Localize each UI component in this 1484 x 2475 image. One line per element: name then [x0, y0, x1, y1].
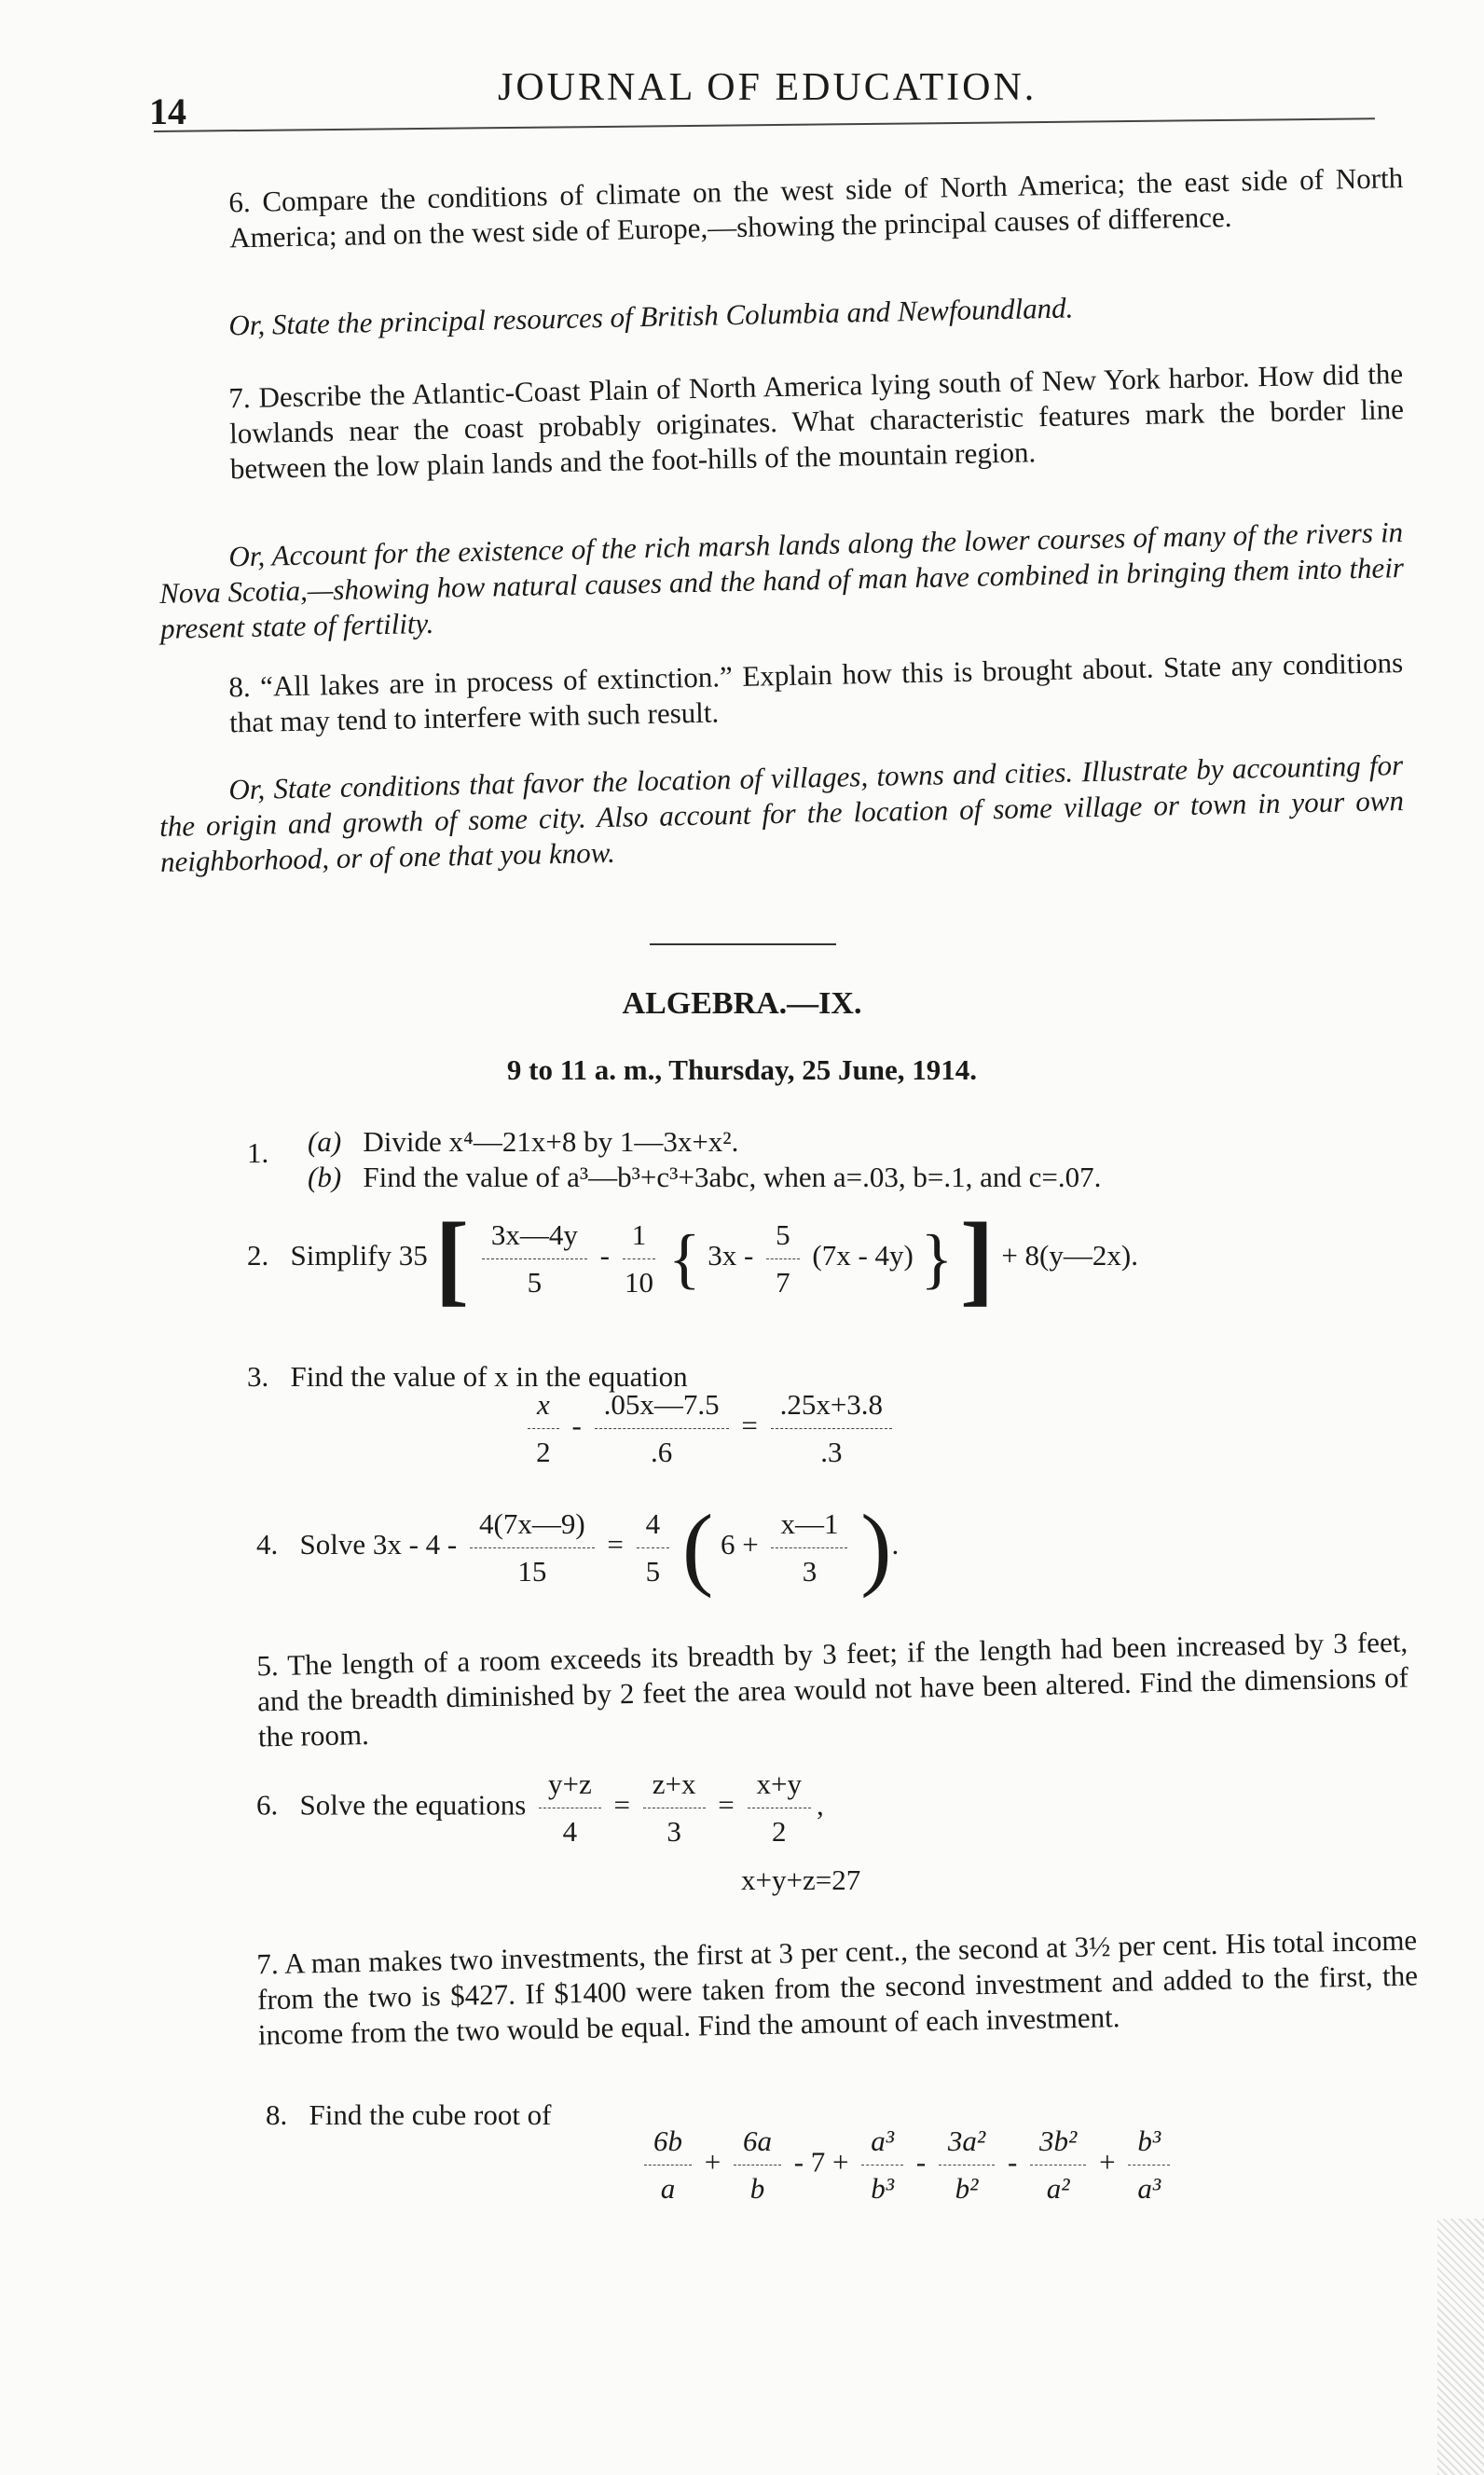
geography-question-7: 7. Describe the Atlantic-Coast Plain of North America lying south of New York harbor. How did the lowlands near the coast probably originates. What characteristic features mark the border line between the low plain lands and the foot-hills of the mountain region. — [228, 357, 1405, 486]
fraction: $\frac{.05x—7.5}{.6}$ — [595, 1387, 729, 1470]
algebra-title: ALGEBRA.—IX. — [622, 986, 862, 1021]
fraction: $\frac{.25x+3.8}{.3}$ — [771, 1387, 892, 1470]
fraction: $\frac{x}{2}$ — [528, 1387, 559, 1470]
algebra-q1-number: 1. — [247, 1136, 269, 1169]
section-divider — [650, 943, 836, 945]
algebra-q8-expression: $\frac{6b}{a}$ + $\frac{6a}{b}$ - 7 + $\frac{\text{a³}}{\text{b³}}$ - $\frac{\text{3a²}}{\text{b²}}$ - $\frac{\text{3b²}}{\text{a²}}$ + $\frac{\text{b³}}{\text{a³}}$ — [639, 2124, 1175, 2207]
algebra-date: 9 to 11 a. m., Thursday, 25 June, 1914. — [506, 1053, 978, 1086]
geography-question-7-alt: Or, Account for the existence of the rich marsh lands along the lower courses of many of the rivers in Nova Scotia,—showing how natural causes and the hand of man have combined in bringing them into their present state of fertility. — [158, 516, 1405, 645]
fraction: $\frac{x+y}{2}$ — [748, 1767, 811, 1849]
header-rule — [154, 117, 1375, 132]
algebra-q7: 7. A man makes two investments, the first at 3 per cent., the second at 3½ per cent. His total income from the two is $427. If $1400 were taken from the second investment and added to the first, the income from the two would be equal. Find the amount of each investment. — [256, 1923, 1419, 2052]
scan-edge-noise — [1437, 2219, 1484, 2475]
algebra-q3-equation: $\frac{x}{2}$ - $\frac{.05x—7.5}{.6}$ = $\frac{.25x+3.8}{.3}$ — [522, 1387, 898, 1470]
fraction: $\frac{\text{a³}}{\text{b³}}$ — [861, 2124, 903, 2207]
geography-question-6: 6. Compare the conditions of climate on the west side of North America; the east side of North America; and on the west side of Europe,—showing the principal causes of difference. — [228, 161, 1404, 254]
page-number: 14 — [149, 90, 186, 132]
fraction: $\frac{z+x}{3}$ — [643, 1767, 706, 1849]
algebra-q1a: (a) Divide x⁴—21x+8 by 1—3x+x². — [308, 1125, 739, 1158]
fraction: $\frac{4(7x—9)}{15}$ — [470, 1506, 595, 1589]
algebra-q5: 5. The length of a room exceeds its breadth by 3 feet; if the length had been increased by 3 feet, and the breadth diminished by 2 feet the area would not have been altered. Find the dimensions of the room. — [256, 1625, 1409, 1753]
algebra-q6-second-equation: x+y+z=27 — [741, 1863, 861, 1896]
fraction: $\frac{5}{7}$ — [766, 1217, 800, 1300]
algebra-q3: 3. Find the value of x in the equation — [247, 1360, 688, 1393]
geography-question-8-alt: Or, State conditions that favor the location of villages, towns and cities. Illustrate by accounting for the origin and growth of some city. Also account for the location of some village or town in your own neighborhood, or of one that you know. — [158, 749, 1405, 878]
fraction: $\frac{x—1}{3}$ — [771, 1506, 847, 1589]
fraction: $\frac{y+z}{4}$ — [539, 1767, 601, 1849]
geography-question-8: 8. “All lakes are in process of extinction.” Explain how this is brought about. State any conditions that may tend to interfere with such result. — [228, 646, 1404, 739]
geography-question-6-alt: Or, State the principal resources of British Columbia and Newfoundland. — [228, 291, 1074, 342]
journal-title: JOURNAL OF EDUCATION. — [498, 66, 1037, 109]
fraction: $\frac{3x—4y}{5}$ — [482, 1217, 587, 1300]
fraction: $\frac{\text{3a²}}{\text{b²}}$ — [939, 2124, 995, 2207]
algebra-q4: 4. Solve 3x - 4 - $\frac{4(7x—9)}{15}$ = $\frac{4}{5}$ ( 6 + $\frac{x—1}{3}$ ). — [256, 1495, 900, 1599]
fraction: $\frac{1}{10}$ — [623, 1217, 656, 1300]
algebra-q1b: (b) Find the value of a³—b³+c³+3abc, when a=.03, b=.1, and c=.07. — [308, 1161, 1102, 1193]
fraction: $\frac{6b}{a}$ — [644, 2124, 692, 2207]
fraction: $\frac{\text{b³}}{\text{a³}}$ — [1128, 2124, 1170, 2207]
fraction: $\frac{6a}{b}$ — [734, 2124, 781, 2207]
fraction: $\frac{4}{5}$ — [637, 1506, 670, 1589]
algebra-q2: 2. Simplify 35 [ $\frac{3x—4y}{5}$ - $\frac{1}{10}$ { 3x - $\frac{5}{7}$ (7x - 4y) } ] + 8(y—2x). — [247, 1202, 1138, 1315]
algebra-q8: 8. Find the cube root of — [266, 2098, 552, 2131]
algebra-q6: 6. Solve the equations $\frac{y+z}{4}$ = $\frac{z+x}{3}$ = $\frac{x+y}{2}$ , — [256, 1767, 824, 1848]
fraction: $\frac{\text{3b²}}{\text{a²}}$ — [1030, 2124, 1086, 2207]
